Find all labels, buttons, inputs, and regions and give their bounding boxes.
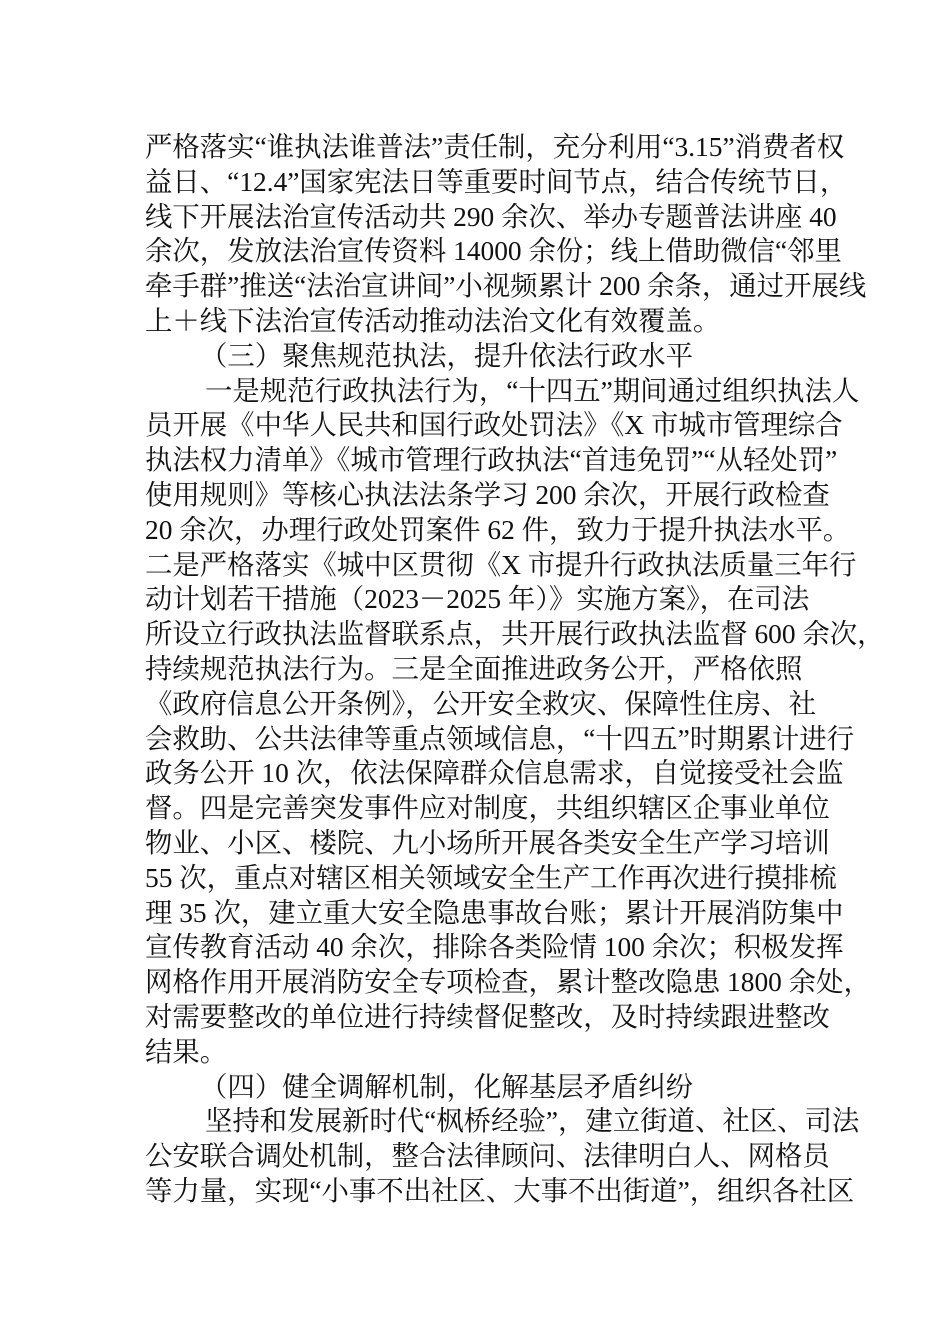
- document-page: [145, 130, 885, 1209]
- section-heading: [145, 339, 845, 374]
- text-line: 理 35 次，建立重大安全隐患事故台账；累计开展消防集中: [145, 897, 844, 928]
- text-line: 二是严格落实《城中区贯彻《X 市提升行政执法质量三年行: [145, 549, 857, 580]
- text-line: 对需要整改的单位进行持续督促整改，及时持续跟进整改: [145, 1001, 830, 1032]
- text-line: 动计划若干措施（2023－2025 年）》实施方案》，在司法: [145, 584, 810, 615]
- text-line: 20 余次，办理行政处罚案件 62 件，致力于提升执法水平。: [145, 514, 851, 545]
- text-line: 益日、“12.4”国家宪法日等重要时间节点，结合传统节日，: [145, 166, 848, 197]
- text-line: 会救助、公共法律等重点领域信息，“十四五”时期累计进行: [145, 723, 855, 754]
- text-line: 坚持和发展新时代“枫桥经验”，建立街道、社区、司法: [205, 1106, 860, 1137]
- text-line: 结果。: [145, 1036, 228, 1067]
- text-line: 员开展《中华人民共和国行政处罚法》《X 市城市管理综合: [145, 410, 843, 441]
- text-line: 督。四是完善突发事件应对制度，共组织辖区企事业单位: [145, 793, 830, 824]
- text-line: 网格作用开展消防安全专项检查，累计整改隐患 1800 余处，: [145, 967, 871, 998]
- text-line: 执法权力清单》《城市管理行政执法“首违免罚”“从轻处罚”: [145, 445, 838, 476]
- text-line: 55 次，重点对辖区相关领域安全生产工作再次进行摸排梳: [145, 862, 837, 893]
- paragraph: [145, 130, 867, 339]
- text-line: 线下开展法治宣传活动共 290 余次、举办专题普法讲座 40: [145, 201, 837, 232]
- text-line: 持续规范执法行为。三是全面推进政务公开，严格依照: [145, 653, 803, 684]
- paragraph: [145, 374, 885, 1070]
- text-line: 一是规范行政执法行为，“十四五”期间通过组织执法人: [205, 375, 860, 406]
- text-line: 所设立行政执法监督联系点，共开展行政执法监督 600 余次，: [145, 619, 885, 650]
- text-line: 严格落实“谁执法谁普法”责任制，充分利用“3.15”消费者权: [145, 132, 845, 162]
- text-line: （四）健全调解机制，化解基层矛盾纠纷: [200, 1071, 694, 1102]
- text-line: （三）聚焦规范执法，提升依法行政水平: [200, 340, 694, 371]
- text-line: 政务公开 10 次，依法保障群众信息需求，自觉接受社会监: [145, 758, 844, 789]
- paragraph: [145, 1104, 860, 1208]
- text-line: 等力量，实现“小事不出社区、大事不出街道”，组织各社区: [145, 1175, 855, 1206]
- section-heading: [145, 1070, 845, 1105]
- text-line: 牵手群”推送“法治宣讲间”小视频累计 200 余条，通过开展线: [145, 271, 867, 302]
- text-line: 物业、小区、楼院、九小场所开展各类安全生产学习培训: [145, 827, 830, 858]
- text-line: 余次，发放法治宣传资料 14000 余份；线上借助微信“邻里: [145, 236, 842, 267]
- text-line: 使用规则》等核心执法法条学习 200 余次，开展行政检查: [145, 479, 830, 510]
- text-line: 宣传教育活动 40 余次，排除各类险情 100 余次；积极发挥: [145, 932, 844, 963]
- text-line: 上＋线下法治宣传活动推动法治文化有效覆盖。: [145, 305, 721, 336]
- text-line: 《政府信息公开条例》，公开安全救灾、保障性住房、社: [145, 688, 817, 719]
- text-line: 公安联合调处机制，整合法律顾问、法律明白人、网格员: [145, 1141, 830, 1172]
